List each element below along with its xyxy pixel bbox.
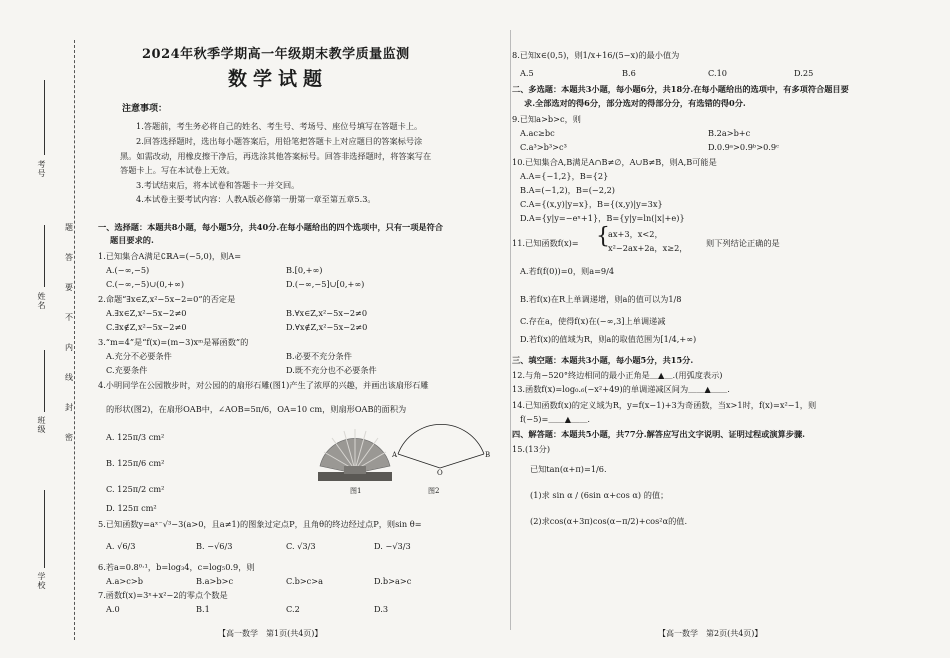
question-10: 10.已知集合A,B满足A∩B≠∅，A∪B≠B，则A,B可能是 — [512, 157, 717, 167]
section-1-heading-cont: 题目要求的. — [110, 235, 154, 245]
question-13: 13.函数f(x)=log₀.₆(−x²+49)的单调递减区间为＿＿▲＿＿. — [512, 384, 730, 394]
q1-option: B.[0,+∞) — [286, 265, 323, 275]
q11-option: B.若f(x)在R上单调递增，则a的值可以为1/8 — [520, 294, 682, 304]
q5-option: A. √6/3 — [106, 541, 136, 551]
question-5: 5.已知函数y=aˣ⁻√³−3(a>0，且a≠1)的图象过定点P，且角θ的终边经过点P，则sin θ= — [98, 519, 422, 529]
q10-option: C.A={(x,y)|y=x}，B={(x,y)|y=3x} — [520, 199, 663, 209]
question-14-cont: f(−5)=＿＿▲＿＿. — [520, 414, 590, 424]
q3-option: A.充分不必要条件 — [106, 351, 172, 361]
q3-option: B.必要不充分条件 — [286, 351, 352, 361]
q11-option: C.存在a，使得f(x)在(−∞,3]上单调递减 — [520, 316, 666, 326]
q8-option: C.10 — [708, 68, 727, 78]
seal-dashed-line — [74, 40, 75, 640]
q1-option: A.(−∞,−5) — [106, 265, 150, 275]
q6-option: C.b>c>a — [286, 576, 324, 586]
q11-case-2: x²−2ax+2a，x≥2， — [608, 243, 688, 253]
notice-line: 2.回答选择题时，选出每小题答案后，用铅笔把答题卡上对应题目的答案标号涂 — [136, 136, 423, 146]
question-9: 9.已知a>b>c，则 — [512, 114, 581, 124]
banji-line — [44, 350, 45, 412]
question-6: 6.若a=0.8⁰·¹，b=log₃4，c=log₅0.9，则 — [98, 562, 255, 572]
q15-part-1: (1)求 sin α / (6sin α+cos α) 的值； — [530, 490, 669, 500]
q9-option: A.ac≥bc — [520, 128, 555, 138]
label-banji: 班级 — [37, 416, 46, 434]
q9-option: C.a³>b³>c³ — [520, 142, 567, 152]
q9-option: D.0.9ᵃ>0.9ᵇ>0.9ᶜ — [708, 142, 779, 152]
subject-title: 数学试题 — [228, 68, 329, 90]
q6-option: D.b>a>c — [374, 576, 412, 586]
question-8: 8.已知x∈(0,5)，则1/x+16/(5−x)的最小值为 — [512, 50, 680, 60]
q10-option: D.A={y|y=−eˣ+1}，B={y|y=ln(|x|+e)} — [520, 213, 685, 223]
seal-char: 内 — [65, 343, 73, 352]
section-2-heading-cont: 求.全部选对的得6分，部分选对的得部分分，有选错的得0分. — [524, 98, 746, 108]
q2-option: D.∀x∉Z,x²−5x−2≠0 — [286, 322, 368, 332]
exam-title: 2024年秋季学期高一年级期末教学质量监测 — [142, 47, 410, 62]
label-kaohao: 考号 — [37, 160, 46, 178]
page-1-footer: 【高一数学 第1页(共4页)】 — [218, 629, 323, 638]
q6-option: B.a>b>c — [196, 576, 234, 586]
seal-char: 封 — [65, 403, 73, 412]
question-15: 15.(13分) — [512, 444, 551, 454]
page-2-footer: 【高一数学 第2页(共4页)】 — [658, 629, 763, 638]
section-1-heading: 一、选择题：本题共8小题，每小题5分，共40分.在每小题给出的四个选项中，只有一项是符合 — [98, 222, 443, 232]
seal-char: 答 — [65, 253, 73, 262]
q5-option: B. −√6/3 — [196, 541, 233, 551]
q3-option: D.既不充分也不必要条件 — [286, 365, 377, 375]
q2-option: C.∃x∉Z,x²−5x−2≠0 — [106, 322, 187, 332]
notice-line: 3.考试结束后，将本试卷和答题卡一并交回。 — [136, 180, 300, 190]
xingming-line — [44, 225, 45, 287]
q1-option: D.(−∞,−5]∪[0,+∞) — [286, 279, 365, 289]
seal-char: 要 — [65, 283, 73, 292]
seal-char: 题 — [65, 223, 73, 232]
q11-case-1: ax+3，x<2， — [608, 229, 663, 239]
page-1 — [92, 0, 507, 658]
q2-option: B.∀x∈Z,x²−5x−2≠0 — [286, 308, 368, 318]
page-2 — [512, 0, 937, 658]
q7-option: C.2 — [286, 604, 300, 614]
q11-option: A.若f(f(0))=0，则a=9/4 — [520, 266, 615, 276]
q7-option: B.1 — [196, 604, 210, 614]
notice-line: 答题卡上。写在本试卷上无效。 — [120, 165, 235, 175]
q4-option: B. 125π/6 cm² — [106, 458, 165, 468]
notice-heading: 注意事项： — [122, 104, 168, 114]
q11-option: D.若f(x)的值域为R，则a的取值范围为[1/4,+∞) — [520, 334, 697, 344]
q5-option: D. −√3/3 — [374, 541, 411, 551]
kaohao-line — [44, 80, 45, 155]
q9-option: B.2a>b+c — [708, 128, 751, 138]
question-1: 1.已知集合A满足∁ℝA=(−5,0)，则A= — [98, 251, 242, 261]
fig2-label-o: O — [437, 469, 443, 477]
question-12: 12.与角−520°终边相同的最小正角是＿▲＿.(用弧度表示) — [512, 370, 723, 380]
section-2-heading: 二、多选题：本题共3小题，每小题6分，共18分.在每小题给出的选项中，有多项符合题目要 — [512, 84, 849, 94]
notice-line: 黑。如需改动，用橡皮擦干净后，再选涂其他答案标号。回答非选择题时，将答案写在 — [120, 151, 432, 161]
fig1-caption: 图1 — [350, 487, 362, 495]
q7-option: A.0 — [106, 604, 120, 614]
question-4: 4.小明同学在公园散步时，对公园的的扇形石雕(图1)产生了浓厚的兴趣，并画出该扇形石雕 — [98, 380, 429, 390]
q2-option: A.∃x∈Z,x²−5x−2≠0 — [106, 308, 187, 318]
q11-brace: { — [596, 224, 610, 249]
question-7: 7.函数f(x)=3ˣ+x²−2的零点个数是 — [98, 590, 228, 600]
q4-option: C. 125π/2 cm² — [106, 484, 165, 494]
q6-option: A.a>c>b — [106, 576, 143, 586]
q1-option: C.(−∞,−5)∪(0,+∞) — [106, 279, 185, 289]
question-3: 3.“m=4”是“f(x)=(m−3)xᵐ是幂函数”的 — [98, 337, 249, 347]
question-11: 11.已知函数f(x)= — [512, 238, 579, 248]
label-xingming: 姓名 — [37, 292, 46, 310]
q3-option: C.充要条件 — [106, 365, 148, 375]
q15-part-2: (2)求cos(α+3π)cos(α−π/2)+cos²α的值. — [530, 516, 688, 526]
binding-strip — [0, 0, 92, 658]
q10-option: B.A=(−1,2)，B=(−2,2) — [520, 185, 615, 195]
xuexiao-line — [44, 490, 45, 568]
q8-option: B.6 — [622, 68, 636, 78]
label-xuexiao: 学校 — [37, 572, 46, 590]
section-3-heading: 三、填空题：本题共3小题，每小题5分，共15分. — [512, 355, 694, 365]
q4-option: A. 125π/3 cm² — [106, 432, 165, 442]
fig2-label-b: B — [485, 451, 491, 459]
notice-line: 1.答题前，考生务必将自己的姓名、考生号、考场号、座位号填写在答题卡上。 — [136, 121, 423, 131]
q7-option: D.3 — [374, 604, 389, 614]
q15-given: 已知tan(α+π)=1/6. — [530, 464, 607, 474]
notice-line: 4.本试卷主要考试内容：人教A版必修第一册第一章至第五章5.3。 — [136, 194, 376, 204]
question-14: 14.已知函数f(x)的定义域为R，y=f(x−1)+3为奇函数，当x>1时，f(x)=x²−1，则 — [512, 400, 817, 410]
seal-char: 不 — [65, 313, 73, 322]
page-divider — [510, 30, 511, 630]
q4-option: D. 125π cm² — [106, 503, 157, 513]
seal-char: 线 — [65, 373, 73, 382]
q8-option: A.5 — [520, 68, 534, 78]
fig2-label-a: A — [392, 451, 398, 459]
fig2-caption: 图2 — [428, 487, 440, 495]
seal-char: 密 — [65, 433, 73, 442]
fig1-stone-sculpture-image — [314, 422, 396, 484]
question-4-cont: 的形状(图2)，在扇形OAB中，∠AOB=5π/6，OA=10 cm，则扇形OAB的面积为 — [106, 404, 407, 414]
q8-option: D.25 — [794, 68, 814, 78]
question-11-tail: 则下列结论正确的是 — [706, 238, 780, 248]
question-2: 2.命题“∃x∈Z,x²−5x−2=0”的否定是 — [98, 294, 236, 304]
q10-option: A.A={−1,2}，B={2} — [520, 171, 609, 181]
q5-option: C. √3/3 — [286, 541, 316, 551]
section-4-heading: 四、解答题：本题共5小题，共77分.解答应写出文字说明、证明过程或演算步骤. — [512, 429, 805, 439]
